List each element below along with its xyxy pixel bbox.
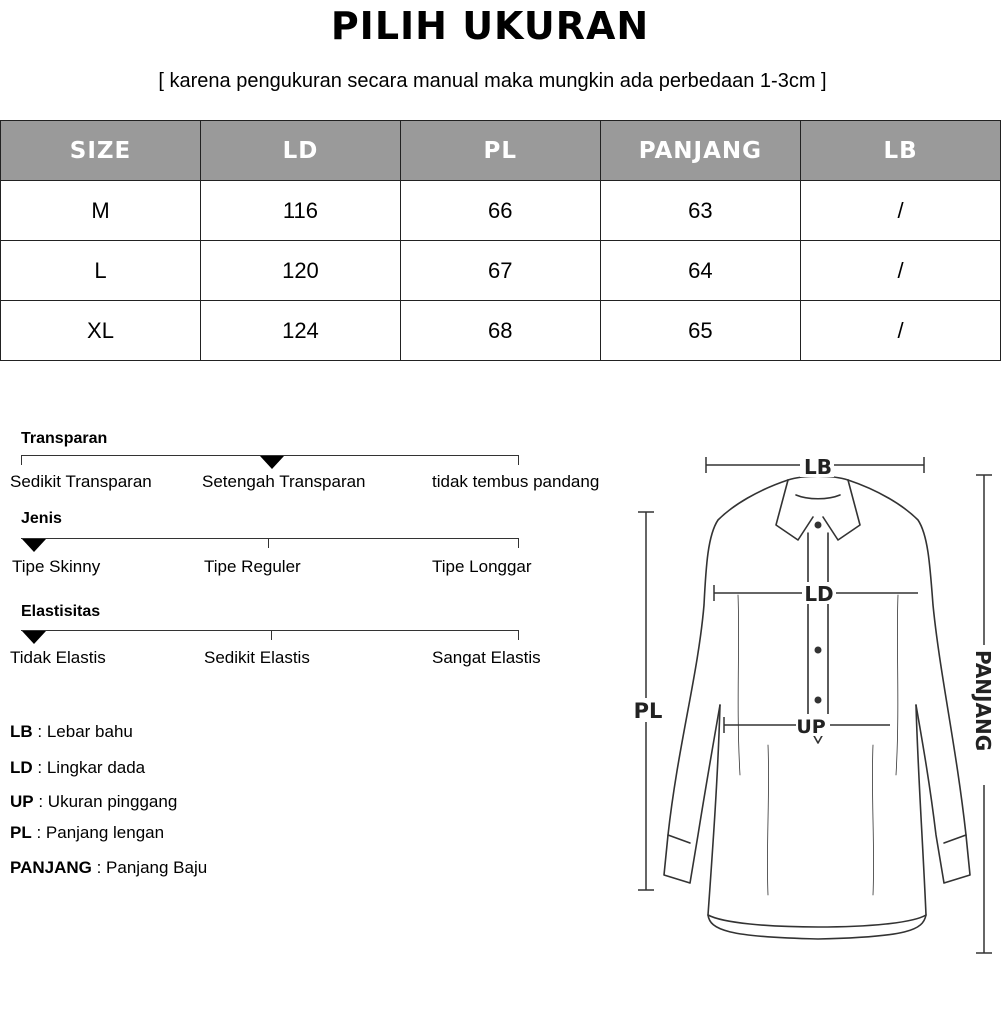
cell-panjang: 64 xyxy=(600,241,800,301)
selected-marker-icon xyxy=(22,631,46,644)
header-panjang: PANJANG xyxy=(600,121,800,181)
option-label-selected: Tidak Elastis xyxy=(10,648,106,667)
option-label: Sedikit Transparan xyxy=(10,472,152,491)
legend-abbr: PL xyxy=(10,823,32,842)
dim-label-up: UP xyxy=(796,716,826,738)
cell-pl: 66 xyxy=(400,181,600,241)
option-label: Sedikit Elastis xyxy=(204,648,310,667)
scale-title-jenis: Jenis xyxy=(21,510,62,527)
cell-ld: 124 xyxy=(201,301,401,361)
scale-tick xyxy=(518,538,519,548)
scale-line-jenis xyxy=(21,538,519,539)
legend-desc: : Ukuran pinggang xyxy=(33,792,178,811)
header-ld: LD xyxy=(201,121,401,181)
option-label: Tipe Longgar xyxy=(432,557,532,576)
header-lb: LB xyxy=(801,121,1001,181)
cell-lb: / xyxy=(801,181,1001,241)
scale-title-elastisitas: Elastisitas xyxy=(21,603,101,620)
scale-tick xyxy=(518,630,519,640)
cell-lb: / xyxy=(801,301,1001,361)
option-label: tidak tembus pandang xyxy=(432,472,600,491)
cell-pl: 67 xyxy=(400,241,600,301)
scale-tick xyxy=(271,630,272,640)
header-pl: PL xyxy=(400,121,600,181)
cell-panjang: 63 xyxy=(600,181,800,241)
legend-desc: : Lingkar dada xyxy=(32,758,146,777)
legend-desc: : Lebar bahu xyxy=(32,722,133,741)
header-size: SIZE xyxy=(1,121,201,181)
shirt-measurement-diagram xyxy=(628,445,1005,965)
option-label-selected: Setengah Transparan xyxy=(202,472,366,491)
cell-ld: 116 xyxy=(201,181,401,241)
page-title: PILIH UKURAN xyxy=(330,4,650,48)
shirt-buttons-icon xyxy=(815,522,822,704)
selected-marker-icon xyxy=(22,539,46,552)
table-header-row xyxy=(1,121,1001,181)
scale-tick xyxy=(268,538,269,548)
legend-item xyxy=(10,823,164,843)
legend-abbr: LD xyxy=(10,758,33,777)
table-row xyxy=(1,181,1001,241)
legend-item xyxy=(10,722,133,742)
size-table xyxy=(0,120,1001,361)
legend-item xyxy=(10,858,207,878)
option-label-selected: Tipe Skinny xyxy=(12,557,101,576)
legend-item xyxy=(10,792,177,812)
cell-panjang: 65 xyxy=(600,301,800,361)
dim-label-ld: LD xyxy=(804,582,834,606)
cell-size: XL xyxy=(1,301,201,361)
legend-abbr: PANJANG xyxy=(10,858,92,877)
option-label: Tipe Reguler xyxy=(204,557,301,576)
shirt-outline-icon xyxy=(664,476,970,939)
dim-label-lb: LB xyxy=(804,455,832,479)
table-row xyxy=(1,241,1001,301)
cell-pl: 68 xyxy=(400,301,600,361)
option-label: Sangat Elastis xyxy=(432,648,541,667)
selected-marker-icon xyxy=(260,456,284,469)
cell-ld: 120 xyxy=(201,241,401,301)
cell-size: M xyxy=(1,181,201,241)
cell-size: L xyxy=(1,241,201,301)
scale-title-transparan: Transparan xyxy=(21,430,108,447)
table-row xyxy=(1,301,1001,361)
scale-tick xyxy=(21,455,22,465)
scale-tick xyxy=(518,455,519,465)
legend-desc: : Panjang Baju xyxy=(91,858,208,877)
dim-label-pl: PL xyxy=(633,699,663,723)
legend-abbr: UP xyxy=(10,792,34,811)
legend-item xyxy=(10,758,145,778)
legend-desc: : Panjang lengan xyxy=(31,823,165,842)
cell-lb: / xyxy=(801,241,1001,301)
dim-label-panjang: PANJANG xyxy=(971,650,995,752)
scale-line-elastisitas xyxy=(21,630,519,631)
measurement-note: [ karena pengukuran secara manual maka mungkin ada perbedaan 1-3cm ] xyxy=(158,70,827,92)
legend-abbr: LB xyxy=(10,722,33,741)
